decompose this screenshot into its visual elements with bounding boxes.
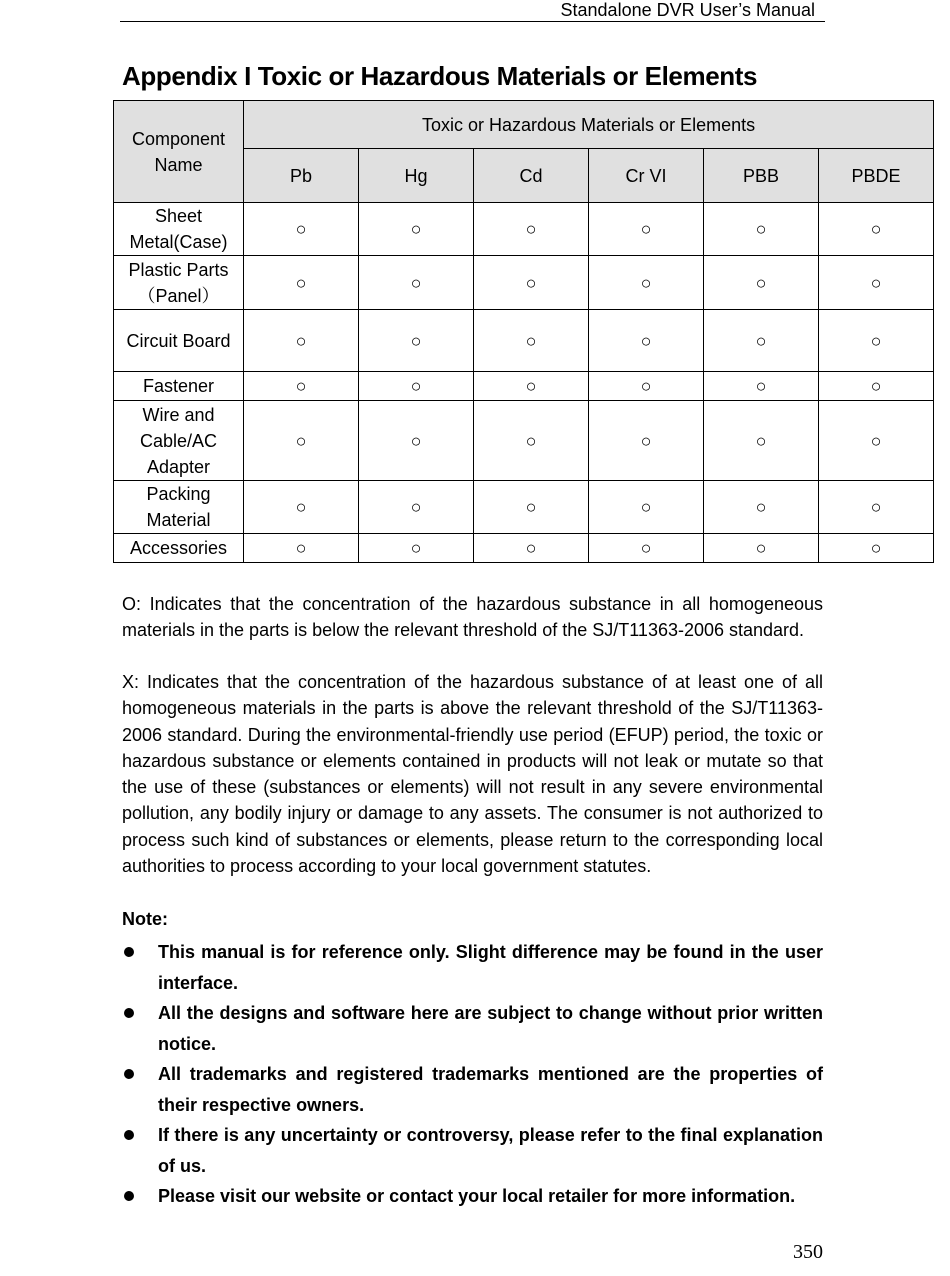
legend-o-paragraph: O: Indicates that the concentration of the hazardous substance in all homogeneous materials in the parts is below the relevant threshold of the SJ/T11363-2006 standard. (122, 594, 823, 641)
bullet-icon (124, 1069, 134, 1079)
table-row (114, 401, 934, 481)
table-cell: ○ (704, 534, 819, 563)
table-cell: ○ (474, 310, 589, 372)
column-header-pb: Pb (244, 149, 359, 203)
note-item (122, 1059, 823, 1120)
table-row (114, 256, 934, 310)
table-cell: ○ (474, 401, 589, 481)
note-text: This manual is for reference only. Slight difference may be found in the user interface. (158, 942, 823, 993)
table-cell: ○ (244, 401, 359, 481)
column-header-crvi: Cr VI (589, 149, 704, 203)
component-name-cell: Packing Material (114, 481, 244, 534)
bullet-icon (124, 1130, 134, 1140)
table-cell: ○ (474, 372, 589, 401)
table-cell: ○ (704, 401, 819, 481)
page-title: Appendix I Toxic or Hazardous Materials or Elements (122, 61, 758, 91)
table-row (114, 372, 934, 401)
manual-title: Standalone DVR User’s Manual (560, 0, 815, 20)
column-header-cd: Cd (474, 149, 589, 203)
table-cell: ○ (474, 203, 589, 256)
note-item (122, 998, 823, 1059)
table-cell: ○ (244, 481, 359, 534)
component-name-cell: Fastener (114, 372, 244, 401)
group-header: Toxic or Hazardous Materials or Elements (244, 101, 934, 149)
page-number: 350 (793, 1241, 823, 1263)
column-header-pbde: PBDE (819, 149, 934, 203)
table-cell: ○ (359, 256, 474, 310)
note-text: If there is any uncertainty or controversy, please refer to the final explanation of us. (158, 1125, 823, 1176)
table-cell: ○ (244, 372, 359, 401)
table-cell: ○ (474, 481, 589, 534)
table-cell: ○ (589, 481, 704, 534)
hazardous-materials-table (113, 100, 934, 563)
table-cell: ○ (359, 534, 474, 563)
table-cell: ○ (819, 481, 934, 534)
column-header-pbb: PBB (704, 149, 819, 203)
table-cell: ○ (359, 372, 474, 401)
note-list (122, 937, 823, 1212)
table-cell: ○ (244, 256, 359, 310)
table-cell: ○ (704, 203, 819, 256)
component-name-cell: Sheet Metal(Case) (114, 203, 244, 256)
table-cell: ○ (704, 372, 819, 401)
table-cell: ○ (474, 534, 589, 563)
table-cell: ○ (359, 310, 474, 372)
table-cell: ○ (244, 310, 359, 372)
table-cell: ○ (589, 203, 704, 256)
table-cell: ○ (819, 203, 934, 256)
table-cell: ○ (704, 310, 819, 372)
table-cell: ○ (359, 481, 474, 534)
table-row (114, 203, 934, 256)
note-item (122, 1120, 823, 1181)
note-text: All the designs and software here are subject to change without prior written notice. (158, 1003, 823, 1054)
table-cell: ○ (819, 534, 934, 563)
table-cell: ○ (359, 401, 474, 481)
legend-x-paragraph: X: Indicates that the concentration of the hazardous substance of at least one of all homogeneous materials in the parts is above the relevant threshold of the SJ/T11363-2006 standard. During the environmental-friendly use period (EFUP) period, the toxic or hazardous substance or elements contained in products will not leak or mutate so that the use of these (substances or elements) will not result in any severe environmental pollution, any bodily injury or damage to any assets. The consumer is not authorized to process such kind of substances or elements, please return to the corresponding local authorities to process according to your local government statutes. (122, 672, 823, 877)
table-cell: ○ (589, 310, 704, 372)
table-cell: ○ (589, 372, 704, 401)
table-row (114, 534, 934, 563)
component-name-cell: Accessories (114, 534, 244, 563)
table-row (114, 481, 934, 534)
bullet-icon (124, 1008, 134, 1018)
table-cell: ○ (819, 256, 934, 310)
note-label: Note: (122, 909, 168, 929)
table-cell: ○ (359, 203, 474, 256)
note-text: All trademarks and registered trademarks mentioned are the properties of their respective owners. (158, 1064, 823, 1115)
table-cell: ○ (819, 372, 934, 401)
table-cell: ○ (704, 481, 819, 534)
table-cell: ○ (819, 310, 934, 372)
note-item (122, 937, 823, 998)
component-name-cell: Circuit Board (114, 310, 244, 372)
component-name-cell: Plastic Parts （Panel） (114, 256, 244, 310)
component-name-cell: Wire and Cable/AC Adapter (114, 401, 244, 481)
table-cell: ○ (244, 203, 359, 256)
table-cell: ○ (244, 534, 359, 563)
running-header (120, 0, 825, 22)
table-row (114, 310, 934, 372)
bullet-icon (124, 1191, 134, 1201)
table-cell: ○ (704, 256, 819, 310)
table-cell: ○ (589, 401, 704, 481)
table-cell: ○ (819, 401, 934, 481)
component-name-header: Component Name (114, 101, 244, 203)
bullet-icon (124, 947, 134, 957)
column-header-hg: Hg (359, 149, 474, 203)
table-cell: ○ (589, 256, 704, 310)
table-cell: ○ (589, 534, 704, 563)
note-item (122, 1181, 823, 1212)
note-text: Please visit our website or contact your local retailer for more information. (158, 1186, 796, 1206)
table-cell: ○ (474, 256, 589, 310)
